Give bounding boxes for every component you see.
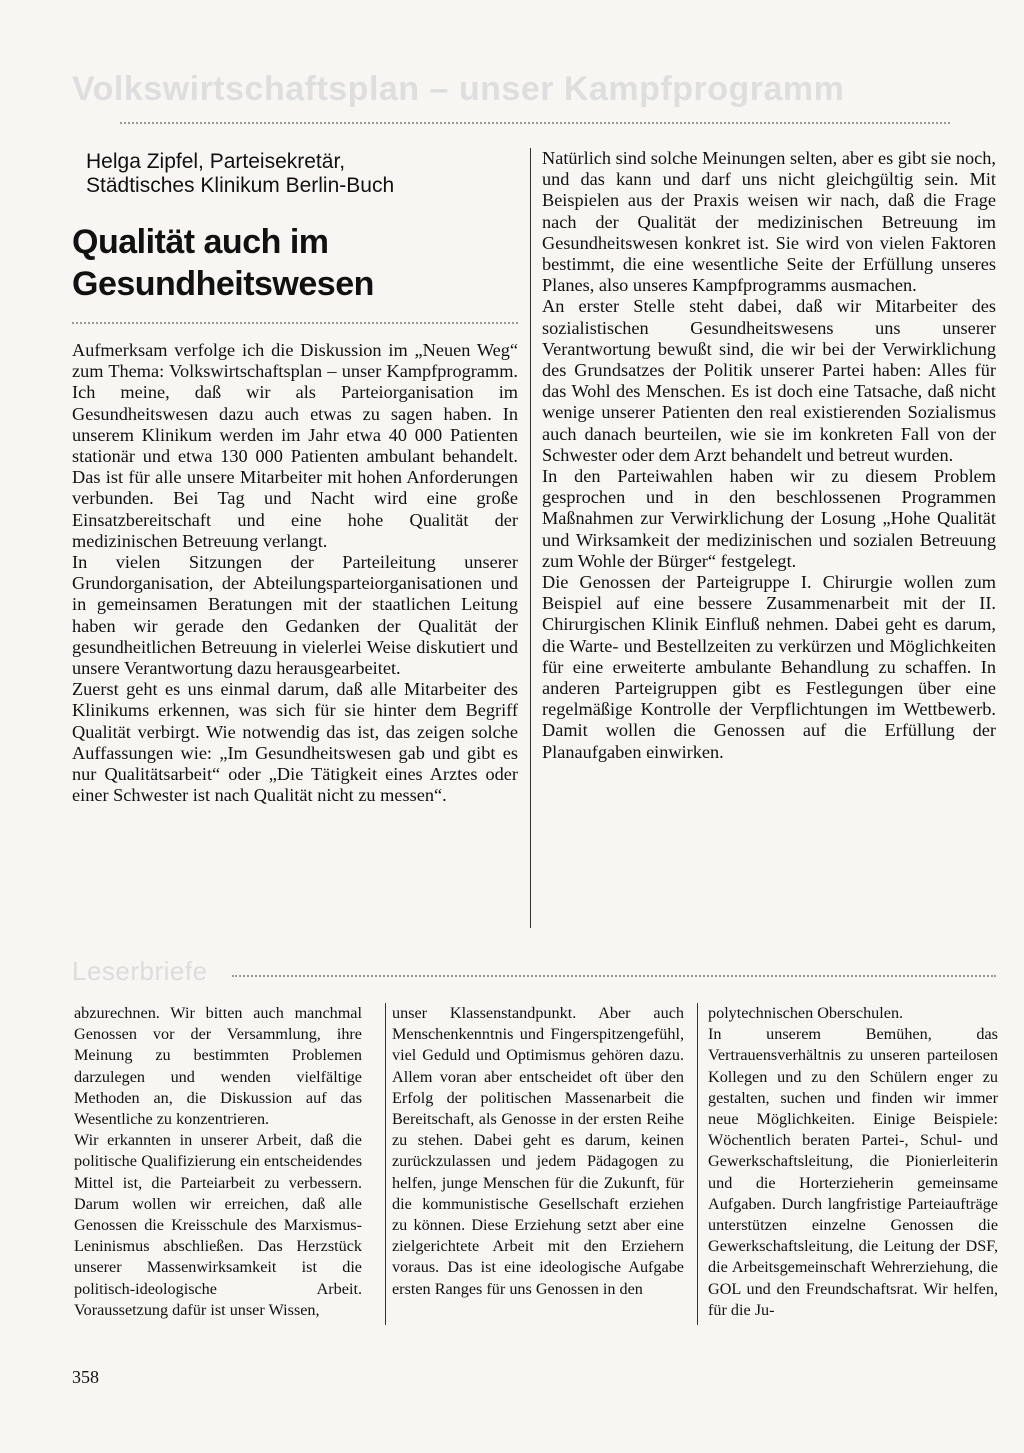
column-separator xyxy=(530,148,531,928)
article-paragraph: In den Parteiwahlen haben wir zu diesem Problem gesprochen und in den beschlossenen Programmen Maßnahmen zur Verwirklichung der Losung „Hohe Qualität und Wirksamkeit der medizinischen und sozialen Betreuung zum Wohle der Bürger“ festgelegt. xyxy=(542,466,996,571)
letter-paragraph: Wir erkannten in unserer Arbeit, daß die politische Qualifizierung ein entscheidendes Mittel ist, die Parteiarbeit zu verbessern. Darum wollen wir erreichen, daß alle Genossen die Kreisschule des Marxismus-Leninismus abschließen. Das Herzstück unserer Massenwirksamkeit ist die politisch-ideologische Arbeit. Voraussetzung dafür ist unser Wissen, xyxy=(74,1131,362,1319)
letters-column-1 xyxy=(74,1003,362,1321)
letters-divider xyxy=(232,975,996,977)
article-paragraph: Natürlich sind solche Meinungen selten, aber es gibt sie noch, und das kann und darf uns nicht gleichgültig sein. Mit Beispielen aus der Praxis weisen wir nach, daß die Frage nach der Qualität der medizinischen Betreuung im Gesundheitswesen konkret ist. Sie wird von vielen Faktoren bestimmt, die eine wesentliche Seite der Erfüllung unseres Planes, also unseres Kampfprogramms ausmachen. xyxy=(542,148,996,296)
article-right-column xyxy=(542,148,996,763)
author-line-2: Städtisches Klinikum Berlin-Buch xyxy=(86,174,395,197)
article-left-column xyxy=(72,340,518,806)
letters-column-3 xyxy=(708,1003,998,1321)
letters-column-2 xyxy=(392,1003,684,1300)
article-title-line-1: Qualität auch im xyxy=(72,223,329,261)
article-paragraph: In vielen Sitzungen der Parteileitung unserer Grundorganisation, der Abteilungsparteiorganisationen und in gemeinsamen Beratungen mit der staatlichen Leitung haben wir gerade den Gedanken der Qualität der gesundheitlichen Betreuung in vielerlei Weise diskutiert und unsere Verantwortung dazu herausgearbeitet. xyxy=(72,552,518,679)
letters-heading: Leserbriefe xyxy=(72,956,208,986)
letter-paragraph: abzurechnen. Wir bitten auch manchmal Genossen vor der Versammlung, ihre Meinung zu bestimmten Problemen darzulegen und wenden vielfältige Methoden an, die Diskussion auf das Wesentliche zu konzentrieren. xyxy=(74,1004,362,1129)
page-number: 358 xyxy=(72,1367,99,1387)
letter-paragraph: polytechnischen Oberschulen. xyxy=(708,1004,904,1022)
article-paragraph: Zuerst geht es uns einmal darum, daß alle Mitarbeiter des Klinikums erkennen, was sich für sie hinter dem Begriff Qualität verbirgt. Wie notwendig das ist, das zeigen solche Auffassungen wie: „Im Gesundheitswesen gab und gibt es nur Qualitätsarbeit“ oder „Die Tätigkeit eines Arztes oder einer Schwester ist nach Qualität nicht zu messen“. xyxy=(72,679,518,806)
article-paragraph: An erster Stelle steht dabei, daß wir Mitarbeiter des sozialistischen Gesundheitswesens uns unserer Verantwortung bewußt sind, die wir bei der Verwirklichung des Grundsatzes der Politik unserer Partei haben: Alles für das Wohl des Menschen. Es ist doch eine Tatsache, daß nicht wenige unserer Patienten den real existierenden Sozialismus auch danach beurteilen, wie sie im konkreten Fall von der Schwester oder dem Arzt behandelt und betreut wurden. xyxy=(542,296,996,465)
article-title-line-2: Gesundheitswesen xyxy=(72,265,374,303)
letters-separator-1 xyxy=(385,1003,386,1325)
letter-paragraph: In unserem Bemühen, das Vertrauensverhältnis zu unseren parteilosen Kollegen und zu den Schülern enger zu gestalten, suchen und finden wir immer neue Möglichkeiten. Einige Beispiele: Wöchentlich beraten Partei-, Schul- und Gewerkschaftsleitung, die Pionierleiterin und die Horterzieherin gemeinsame Aufgaben. Durch langfristige Parteiaufträge unterstützen einzelne Genossen die Gewerkschaftsleitung, die Leitung der DSF, die Arbeitsgemeinschaft Wehrerziehung, die GOL und den Freundschaftsrat. Wir helfen, für die Ju- xyxy=(708,1025,998,1319)
author-line-1: Helga Zipfel, Parteisekretär, xyxy=(86,150,346,173)
section-divider xyxy=(120,122,950,124)
letters-separator-2 xyxy=(697,1003,698,1325)
title-divider xyxy=(72,322,518,324)
section-heading: Volkswirtschaftsplan – unser Kampfprogramm xyxy=(72,70,845,108)
article-paragraph: Die Genossen der Parteigruppe I. Chirurgie wollen zum Beispiel auf eine bessere Zusammenarbeit mit der II. Chirurgischen Klinik Einfluß nehmen. Dabei geht es darum, die Warte- und Bestellzeiten zu verkürzen und Möglichkeiten für eine erweiterte ambulante Behandlung zu schaffen. In anderen Parteigruppen gibt es Festlegungen über eine regelmäßige Kontrolle der Verpflichtungen im Wettbewerb. Damit wollen die Genossen auf die Erfüllung der Planaufgaben einwirken. xyxy=(542,572,996,762)
article-paragraph: Aufmerksam verfolge ich die Diskussion im „Neuen Weg“ zum Thema: Volkswirtschaftsplan – unser Kampfprogramm. Ich meine, daß wir als Parteiorganisation im Gesundheitswesen dazu auch etwas zu sagen haben. In unserem Klinikum werden im Jahr etwa 40 000 Patienten stationär und etwa 130 000 Patienten ambulant behandelt. Das ist für alle unsere Mitarbeiter mit hohen Anforderungen verbunden. Bei Tag und Nacht wird eine große Einsatzbereitschaft und eine hohe Qualität der medizinischen Betreuung verlangt. xyxy=(72,340,518,551)
letter-paragraph: unser Klassenstandpunkt. Aber auch Menschenkenntnis und Fingerspitzengefühl, viel Geduld und Optimismus gehören dazu. Allem voran aber entscheidet oft über den Erfolg der politischen Massenarbeit die Bereitschaft, als Genosse in der ersten Reihe zu stehen. Dabei geht es darum, keinen zurückzulassen und jedem Pädagogen zu helfen, junge Menschen für die Zukunft, für die kommunistische Gesellschaft erziehen zu können. Diese Erziehung setzt aber eine zielgerichtete Arbeit mit den Erziehern voraus. Das ist eine ideologische Aufgabe ersten Ranges für uns Genossen in den xyxy=(392,1004,684,1298)
